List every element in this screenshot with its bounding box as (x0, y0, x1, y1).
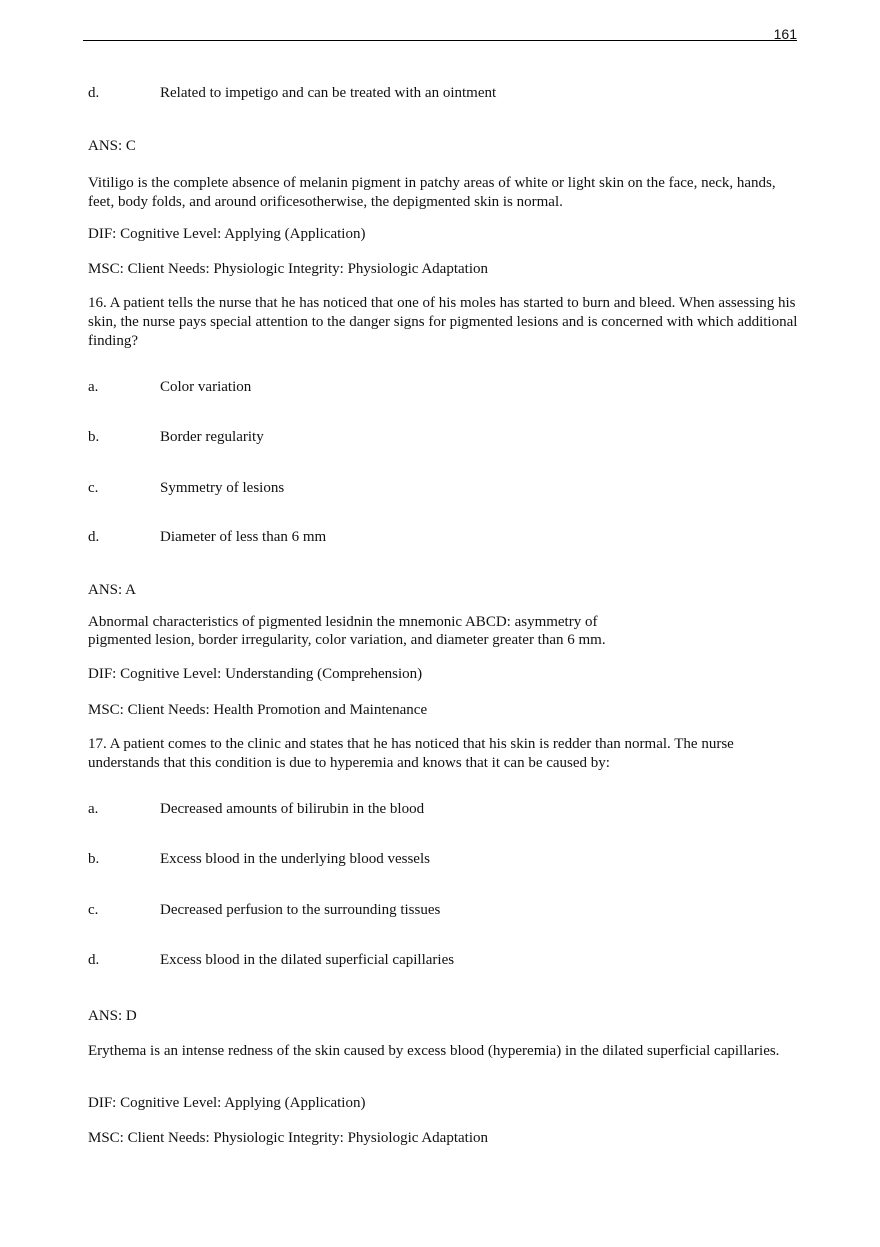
option-letter: c. (88, 480, 99, 496)
q16-rationale-line-2: pigmented lesion, border irregularity, color variation, and diameter greater than 6 mm. (88, 632, 606, 648)
q15-rationale: Vitiligo is the complete absence of melanin pigment in patchy areas of white or light skin on the face, neck, hands, feet, body folds, and around orificesotherwise, the depigmented skin is normal. (88, 175, 776, 210)
q16-msc: MSC: Client Needs: Health Promotion and Maintenance (88, 702, 428, 718)
option-letter: d. (88, 529, 100, 545)
q15-dif: DIF: Cognitive Level: Applying (Application) (88, 226, 366, 242)
q16-answer: ANS: A (88, 582, 136, 598)
option-text: Diameter of less than 6 mm (160, 529, 327, 545)
q16-stem: 16. A patient tells the nurse that he has noticed that one of his moles has started to burn and bleed. When assessing his skin, the nurse pays special attention to the danger signs for pigmented lesions and is concerned with which additional finding? (88, 295, 798, 349)
q16-rationale-line-1: Abnormal characteristics of pigmented lesidnin the mnemonic ABCD: asymmetry of (88, 614, 598, 630)
option-text: Symmetry of lesions (160, 480, 285, 496)
q16-dif: DIF: Cognitive Level: Understanding (Comprehension) (88, 666, 423, 682)
q15-answer: ANS: C (88, 138, 136, 154)
option-letter: b. (88, 851, 100, 867)
option-letter: b. (88, 429, 100, 445)
q17-dif: DIF: Cognitive Level: Applying (Application) (88, 1095, 366, 1111)
option-text: Decreased amounts of bilirubin in the blood (160, 801, 425, 817)
option-text: Related to impetigo and can be treated with an ointment (160, 85, 497, 101)
q17-rationale: Erythema is an intense redness of the skin caused by excess blood (hyperemia) in the dilated superficial capillaries. (88, 1043, 780, 1059)
q15-msc: MSC: Client Needs: Physiologic Integrity: Physiologic Adaptation (88, 261, 488, 277)
option-letter: c. (88, 902, 99, 918)
q17-msc: MSC: Client Needs: Physiologic Integrity: Physiologic Adaptation (88, 1130, 488, 1146)
option-text: Decreased perfusion to the surrounding tissues (160, 902, 441, 918)
option-letter: d. (88, 85, 100, 101)
option-letter: a. (88, 801, 99, 817)
header-rule (83, 40, 797, 41)
q17-answer: ANS: D (88, 1008, 137, 1024)
option-text: Color variation (160, 379, 252, 395)
option-text: Border regularity (160, 429, 264, 445)
option-letter: d. (88, 952, 100, 968)
option-text: Excess blood in the underlying blood vessels (160, 851, 430, 867)
page-number: 161 (773, 26, 797, 42)
option-letter: a. (88, 379, 99, 395)
option-text: Excess blood in the dilated superficial capillaries (160, 952, 455, 968)
q17-stem: 17. A patient comes to the clinic and states that he has noticed that his skin is redder than normal. The nurse understands that this condition is due to hyperemia and knows that it can be caused by: (88, 736, 734, 771)
